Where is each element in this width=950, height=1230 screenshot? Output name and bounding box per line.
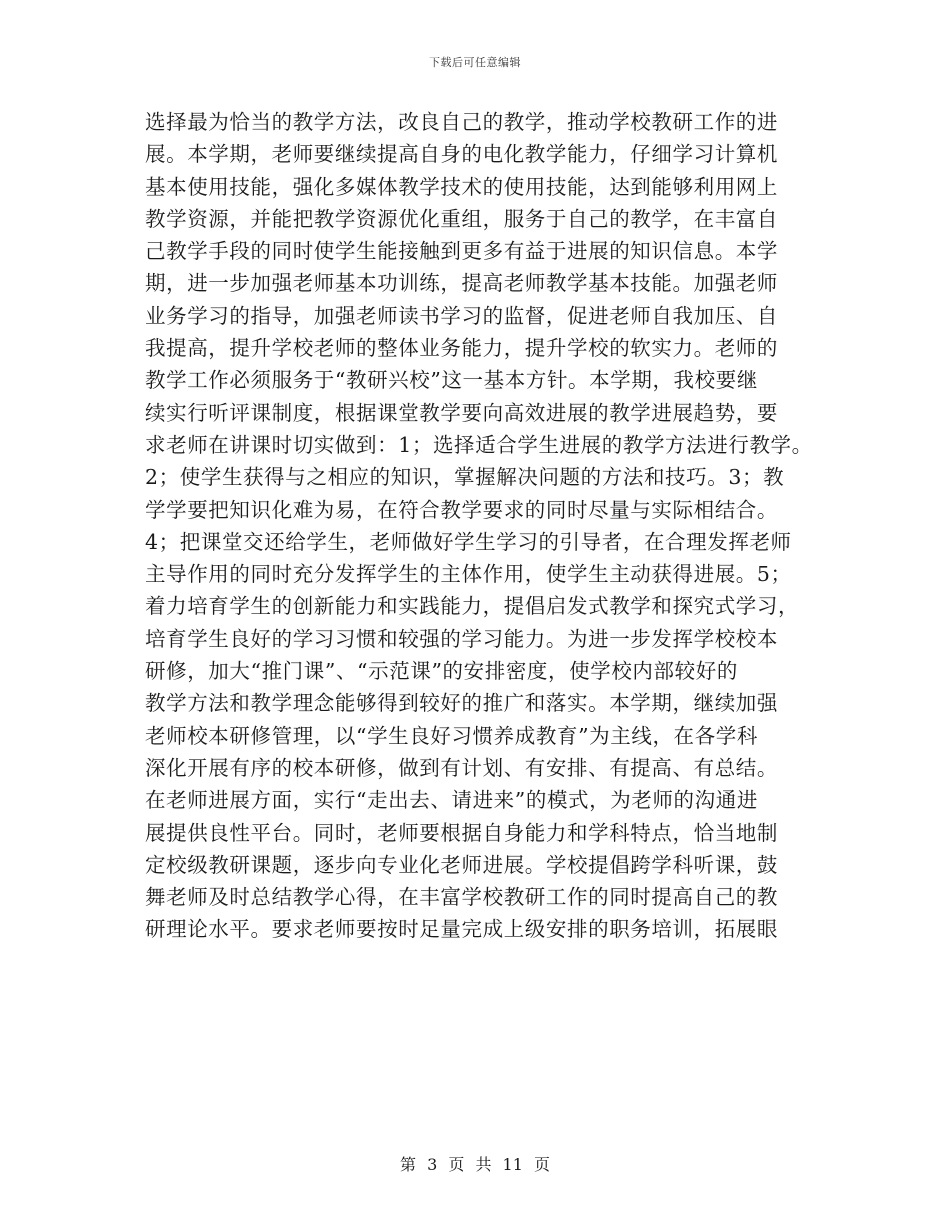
text-line: 展。本学期，老师要继续提高自身的电化教学能力，仔细学习计算机 — [145, 142, 778, 167]
text-line: 培育学生良好的学习习惯和较强的学习能力。为进一步发挥学校校本 — [145, 626, 778, 651]
text-line: 己教学手段的同时使学生能接触到更多有益于进展的知识信息。本学 — [145, 239, 778, 264]
text-line: 舞老师及时总结教学心得，在丰富学校教研工作的同时提高自己的教 — [145, 885, 778, 910]
text-line: 期，进一步加强老师基本功训练，提高老师教学基本技能。加强老师 — [145, 271, 778, 296]
text-line: 教学方法和教学理念能够得到较好的推广和落实。本学期，继续加强 — [145, 691, 778, 716]
text-line: 2；使学生获得与之相应的知识，掌握解决问题的方法和技巧。3；教 — [145, 465, 785, 490]
text-line: 着力培育学生的创新能力和实践能力，提倡启发式教学和探究式学习， — [145, 594, 800, 619]
text-line: 选择最为恰当的教学方法，改良自己的教学，推动学校教研工作的进 — [145, 110, 778, 134]
text-line: 求老师在讲课时切实做到：1；选择适合学生进展的教学方法进行教学。 — [145, 432, 813, 457]
text-line: 4；把课堂交还给学生，老师做好学生学习的引导者，在合理发挥老师 — [145, 529, 792, 554]
text-line: 学学要把知识化难为易，在符合教学要求的同时尽量与实际相结合。 — [145, 497, 778, 522]
text-line: 教学工作必须服务于“教研兴校”这一基本方针。本学期，我校要继 — [145, 368, 758, 393]
text-line: 展提供良性平台。同时，老师要根据自身能力和学科特点，恰当地制 — [145, 820, 778, 845]
text-line: 续实行听评课制度，根据课堂教学要向高效进展的教学进展趋势，要 — [145, 400, 778, 425]
text-line: 研理论水平。要求老师要按时足量完成上级安排的职务培训，拓展眼 — [145, 917, 778, 942]
text-line: 主导作用的同时充分发挥学生的主体作用，使学生主动获得进展。5； — [145, 562, 792, 587]
text-line: 在老师进展方面，实行“走出去、请进来”的模式，为老师的沟通进 — [145, 788, 758, 813]
text-line: 研修，加大“推门课”、“示范课”的安排密度，使学校内部较好的 — [145, 659, 738, 684]
text-line: 教学资源，并能把教学资源优化重组，服务于自己的教学，在丰富自 — [145, 206, 778, 231]
text-line: 定校级教研课题，逐步向专业化老师进展。学校提倡跨学科听课，鼓 — [145, 852, 778, 877]
body-text — [145, 106, 825, 946]
text-line: 我提高，提升学校老师的整体业务能力，提升学校的软实力。老师的 — [145, 336, 778, 361]
text-line: 基本使用技能，强化多媒体教学技术的使用技能，达到能够利用网上 — [145, 174, 778, 199]
text-line: 业务学习的指导，加强老师读书学习的监督，促进老师自我加压、自 — [145, 303, 778, 328]
page-footer: 第 3 页 共 11 页 — [400, 1155, 550, 1174]
text-line: 老师校本研修管理，以“学生良好习惯养成教育”为主线，在各学科 — [145, 723, 758, 748]
page-header: 下载后可任意编辑 — [429, 56, 521, 69]
text-line: 深化开展有序的校本研修，做到有计划、有安排、有提高、有总结。 — [145, 755, 778, 780]
